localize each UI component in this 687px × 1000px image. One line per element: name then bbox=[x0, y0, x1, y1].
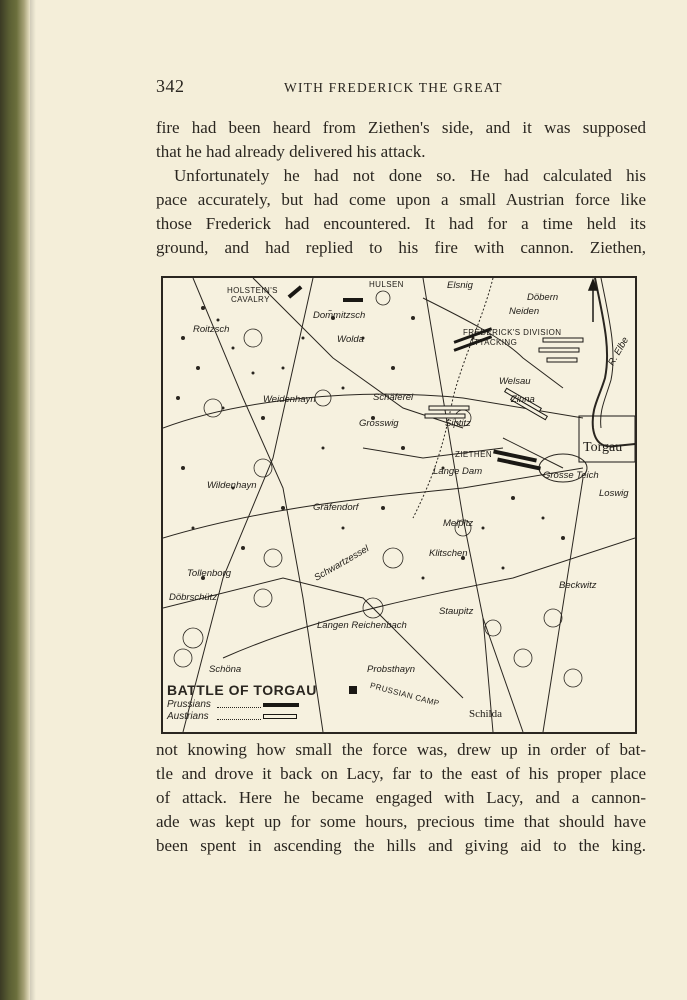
map-label-grosswig: Grosswig bbox=[359, 418, 399, 429]
legend-leader bbox=[217, 701, 261, 708]
legend-label: Prussians bbox=[167, 699, 211, 710]
map-label-grafendorf: Gräfendorf bbox=[313, 502, 359, 513]
map-label-dobern: Döbern bbox=[527, 292, 559, 303]
legend-row-austrians bbox=[167, 711, 317, 722]
text-line: been spent in ascending the hills and giving aid to the king. bbox=[156, 836, 646, 855]
page-header bbox=[156, 76, 646, 100]
map-label-wolda: Wolda bbox=[337, 334, 364, 345]
text-line: ade was kept up for some hours, precious time that should have bbox=[156, 812, 646, 831]
map-label-schona: Schöna bbox=[209, 664, 242, 675]
map-label-hulsen: HULSEN bbox=[369, 280, 404, 289]
map-label-roitzsch: Roitzsch bbox=[193, 324, 230, 335]
battle-map bbox=[161, 276, 637, 734]
text-line: not knowing how small the force was, drew up in order of bat- bbox=[156, 740, 646, 759]
map-label-langen-reichenbach: Langen Reichenbach bbox=[317, 620, 407, 631]
map-label-fredericks-division: FREDERICK'S DIVISION bbox=[463, 328, 562, 337]
text-line: Unfortunately he had not done so. He had calculated his bbox=[174, 166, 646, 185]
paragraph-bottom bbox=[156, 738, 646, 858]
text-line: ground, and had replied to his fire with cannon. Ziethen, bbox=[156, 238, 646, 257]
map-label-elbe: R. Elbe bbox=[606, 335, 632, 368]
map-label-holstein: HOLSTEIN'S bbox=[227, 286, 278, 295]
map-label-siptitz: Siptitz bbox=[445, 418, 471, 429]
paragraph-top bbox=[156, 116, 646, 260]
map-label-dobrschutz: Döbrschütz bbox=[169, 592, 218, 603]
legend-leader bbox=[217, 713, 261, 720]
running-title: WITH FREDERICK THE GREAT bbox=[284, 80, 503, 95]
text-line: tle and drove it back on Lacy, far to the east of his proper place bbox=[156, 764, 646, 783]
map-label-zinna: Zinna bbox=[511, 394, 535, 405]
page-number: 342 bbox=[156, 76, 185, 96]
text-line: of attack. Here he became engaged with Lacy, and a cannon- bbox=[156, 788, 646, 807]
text-line: those Frederick had encountered. It had for a time held its bbox=[156, 214, 646, 233]
legend-swatch-solid bbox=[263, 703, 299, 707]
map-label-schwartzessel: Schwartzessel bbox=[312, 543, 371, 584]
map-label-probsthayn: Probsthayn bbox=[367, 664, 416, 675]
page-gutter-shadow bbox=[30, 0, 36, 1000]
map-label-dommitzsch: Dom̃mitzsch bbox=[313, 310, 366, 321]
map-label-welsau: Welsau bbox=[499, 376, 531, 387]
map-label-attacking: ATTACKING bbox=[469, 338, 518, 347]
text-line: pace accurately, but had come upon a small Austrian force like bbox=[156, 190, 646, 209]
map-label-weidenhayn: Weidenhayn bbox=[263, 394, 316, 405]
map-label-ziethen: ZIETHEN bbox=[455, 450, 493, 459]
legend-row-prussians bbox=[167, 699, 317, 710]
map-label-cavalry: CAVALRY bbox=[231, 295, 270, 304]
legend-label: Austrians bbox=[167, 711, 209, 722]
map-label-neiden: Neiden bbox=[509, 306, 540, 317]
map-label-schaferei: Schäferei bbox=[373, 392, 414, 403]
map-label-prussian-camp: PRUSSIAN CAMP bbox=[369, 680, 441, 709]
text-line: fire had been heard from Ziethen's side, and it was supposed bbox=[156, 118, 646, 137]
map-label-melpitz: Melpitz bbox=[443, 518, 474, 529]
map-label-klitschen: Klitschen bbox=[429, 548, 468, 559]
map-label-tollenborg: Tollenborg bbox=[187, 568, 232, 579]
map-label-beckwitz: Beckwitz bbox=[559, 580, 597, 591]
map-label-torgau: Torgau bbox=[583, 440, 623, 455]
map-label-loswig: Loswig bbox=[599, 488, 629, 499]
map-label-grosse-teich: Grosse Teich bbox=[543, 470, 599, 481]
legend-swatch-open bbox=[263, 714, 297, 719]
map-label-lange-dam: Lange Dam bbox=[433, 466, 483, 477]
map-legend bbox=[167, 682, 317, 722]
book-spine bbox=[0, 0, 30, 1000]
map-label-elsnig: Elsnig bbox=[447, 280, 473, 291]
map-label-wildenhayn: Wildenhayn bbox=[207, 480, 257, 491]
map-label-staupitz: Staupitz bbox=[439, 606, 474, 617]
map-title: BATTLE OF TORGAU bbox=[167, 682, 317, 698]
text-line: that he had already delivered his attack. bbox=[156, 142, 426, 161]
map-label-schilda: Schilda bbox=[469, 708, 502, 720]
